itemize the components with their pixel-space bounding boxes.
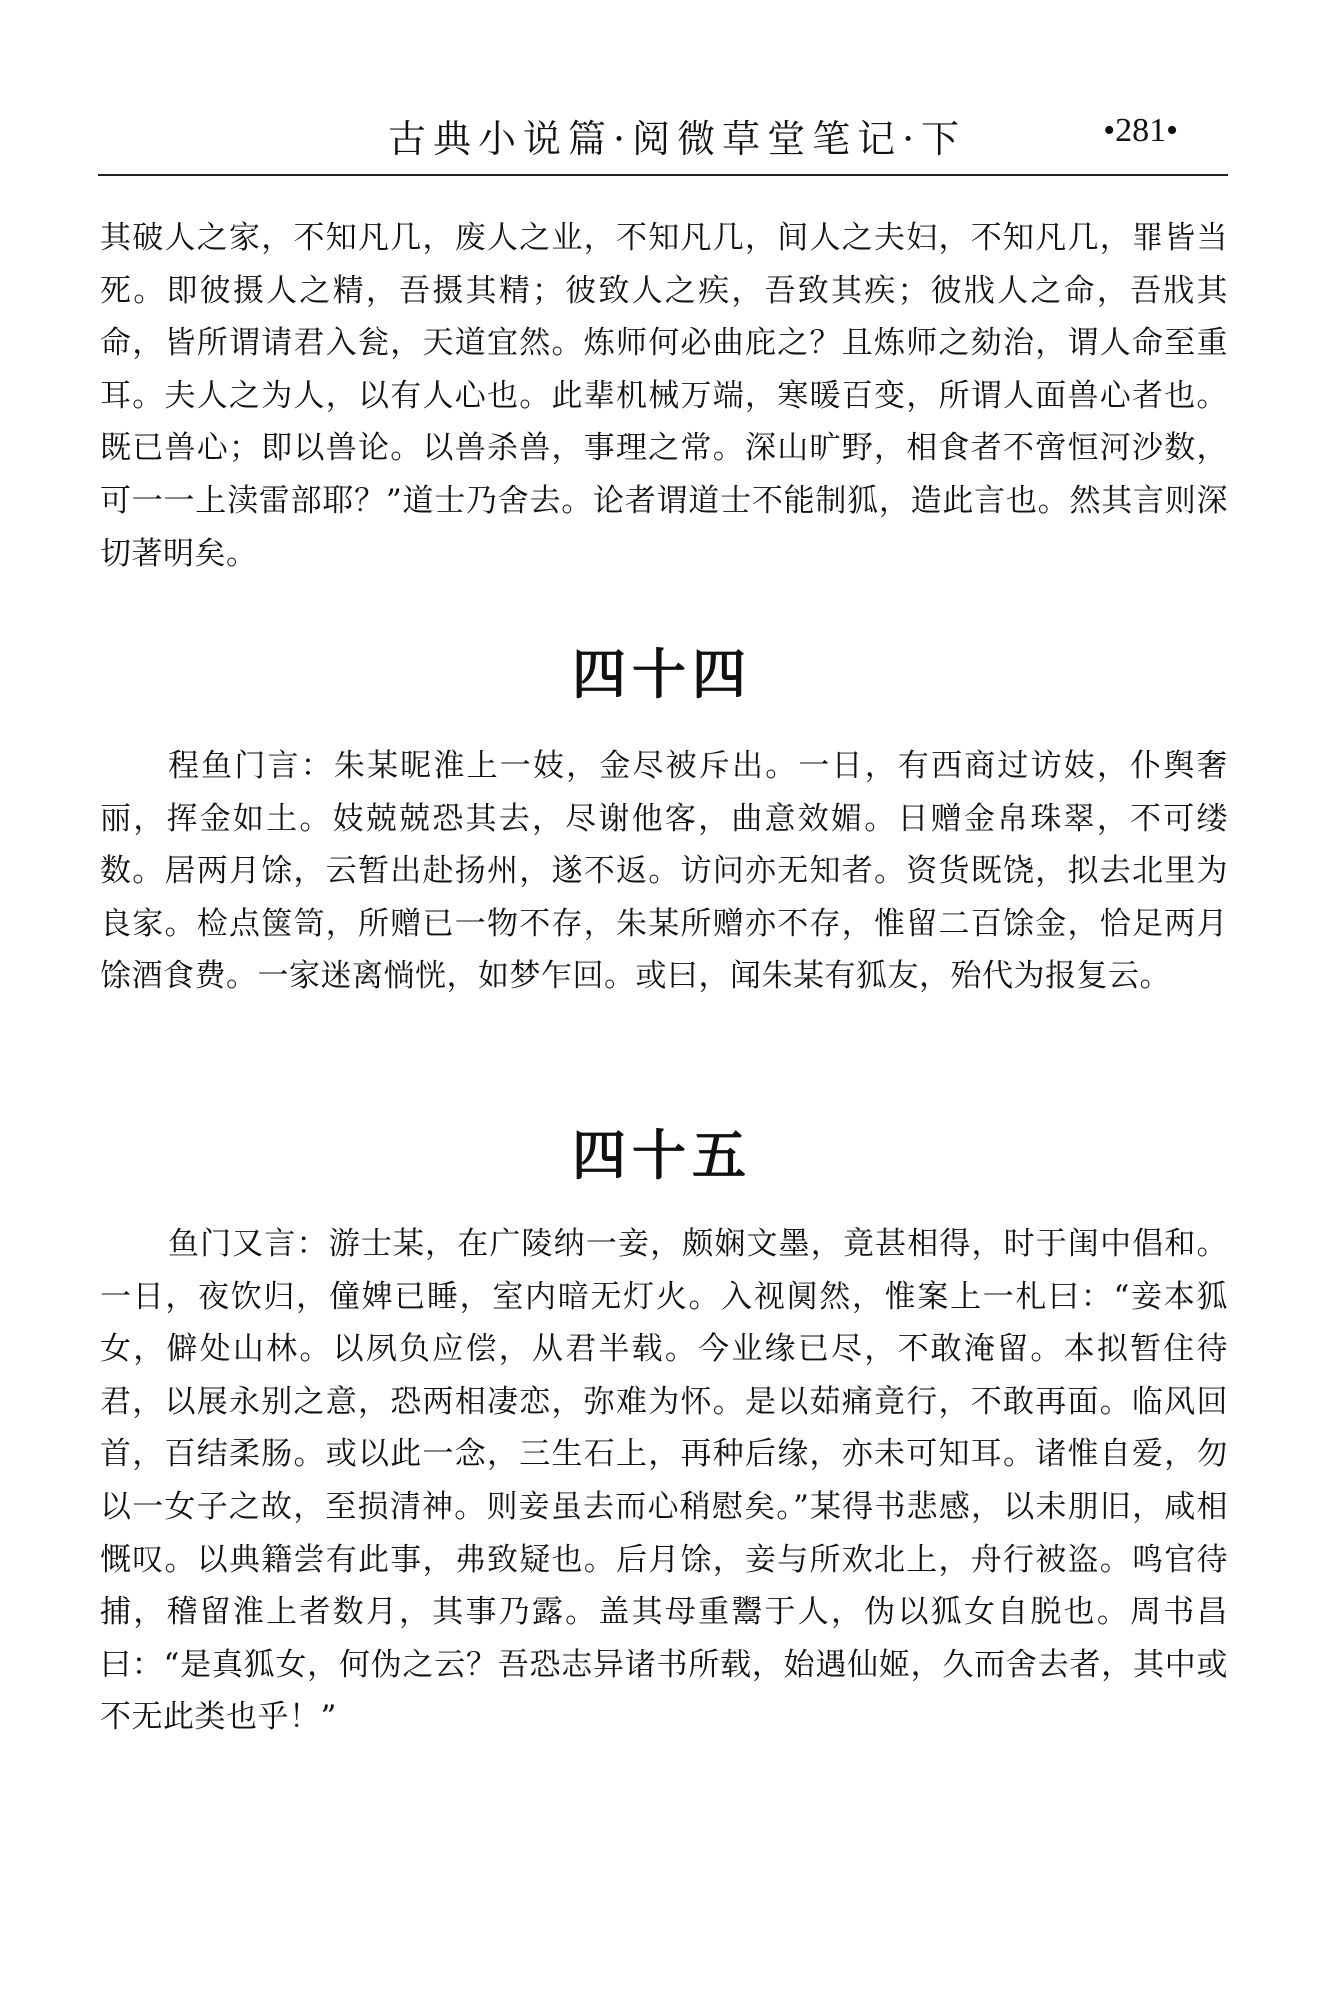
paragraph-44: 程鱼门言：朱某昵淮上一妓，金尽被斥出。一日，有西商过访妓，仆舆奢丽，挥金如土。妓兢兢恐其去，尽谢他客，曲意效媚。日赠金帛珠翠，不可缕数。居两月馀，云暂出赴扬州，遂不返。访问亦无知者。资货既饶，拟去北里为良家。检点箧笥，所赠已一物不存，朱某所赠亦不存，惟留二百馀金，恰足两月馀酒食费。一家迷离惝恍，如梦乍回。或曰，闻朱某有狐友，殆代为报复云。 — [100, 748, 1228, 995]
page-number: •281• — [1103, 112, 1178, 149]
running-header — [98, 104, 1228, 176]
paragraph-continued: 其破人之家，不知凡几，废人之业，不知凡几，间人之夫妇，不知凡几，罪皆当死。即彼摄人之精，吾摄其精；彼致人之疾，吾致其疾；彼戕人之命，吾戕其命，皆所谓请君入瓮，天道宜然。炼师何必曲庇之？且炼师之劾治，谓人命至重耳。夫人之为人，以有人心也。此辈机械万端，寒暖百变，所谓人面兽心者也。既已兽心；即以兽论。以兽杀兽，事理之常。深山旷野，相食者不啻恒河沙数，可一一上渎雷部耶？”道士乃舍去。论者谓道士不能制狐，造此言也。然其言则深切著明矣。 — [100, 220, 1228, 572]
section-heading-45: 四十五 — [572, 1124, 752, 1187]
paragraph-45: 鱼门又言：游士某，在广陵纳一妾，颇娴文墨，竟甚相得，时于闺中倡和。一日，夜饮归，僮婢已睡，室内暗无灯火。入视阒然，惟案上一札曰：“妾本狐女，僻处山林。以夙负应偿，从君半载。今业缘已尽，不敢淹留。本拟暂住待君，以展永别之意，恐两相凄恋，弥难为怀。是以茹痛竟行，不敢再面。临风回首，百结柔肠。或以此一念，三生石上，再种后缘，亦未可知耳。诸惟自爱，勿以一女子之故，至损清神。则妾虽去而心稍慰矣。”某得书悲感，以未朋旧，咸相慨叹。以典籍尝有此事，弗致疑也。后月馀，妾与所欢北上，舟行被盗。鸣官待捕，稽留淮上者数月，其事乃露。盖其母重鬻于人，伪以狐女自脱也。周书昌曰：“是真狐女，何伪之云？吾恐志异诸书所载，始遇仙姬，久而舍去者，其中或不无此类也乎！” — [100, 1226, 1228, 1736]
section-heading-44: 四十四 — [572, 643, 752, 706]
header-title: 古典小说篇·阅微草堂笔记·下 — [388, 117, 967, 161]
